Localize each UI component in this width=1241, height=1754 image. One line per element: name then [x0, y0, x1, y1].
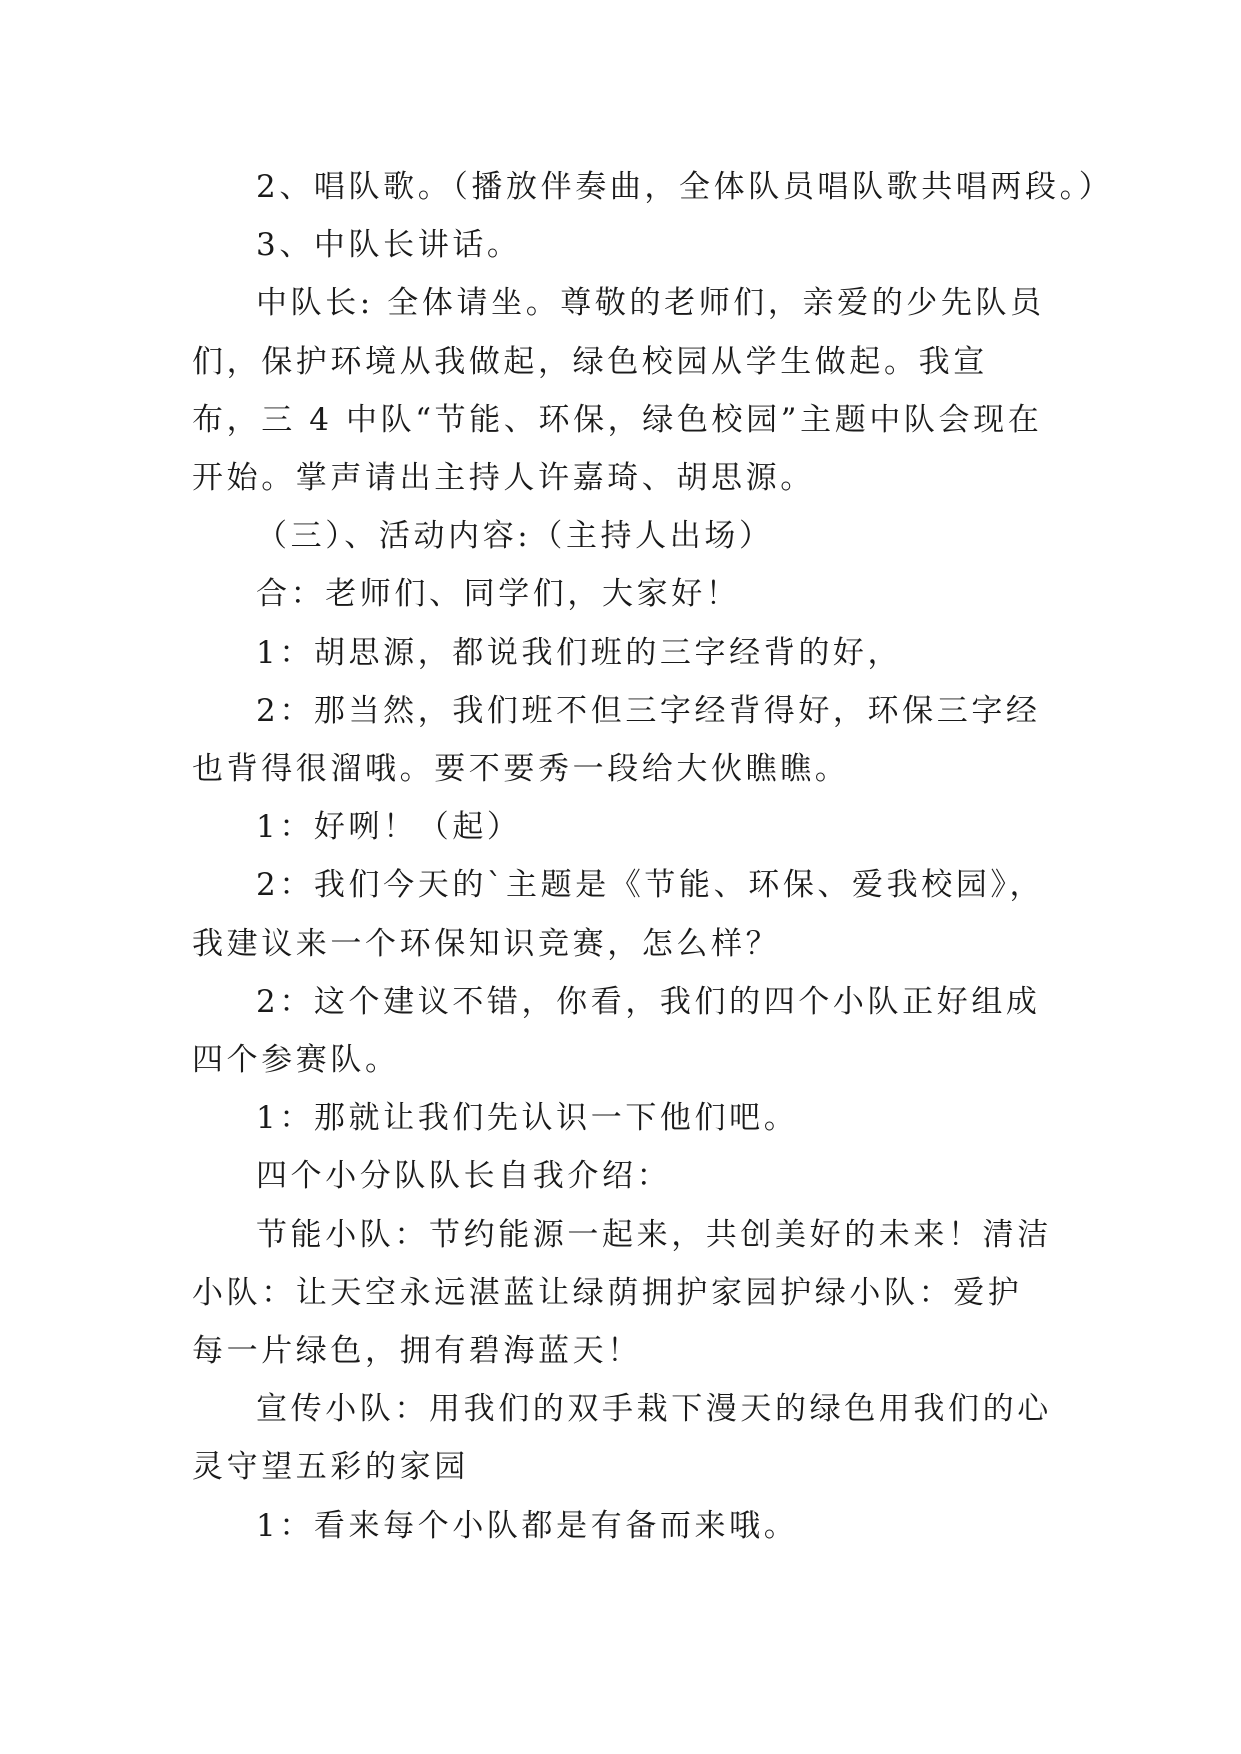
paragraph-line-1b: 1：好咧！（起） — [256, 809, 522, 846]
paragraph-line-1a: 1：胡思源，都说我们班的三字经背的好， — [256, 634, 903, 671]
paragraph-captain-speech-heading: 3、中队长讲话。 — [256, 227, 522, 264]
paragraph-team-intro-heading: 四个小分队队长自我介绍： — [256, 1158, 672, 1195]
paragraph-sing-song: 2、唱队歌。（播放伴奏曲，全体队员唱队歌共唱两段。） — [256, 169, 1114, 205]
paragraph-greeting: 合：老师们、同学们，大家好！ — [256, 576, 741, 613]
paragraph-line-2c: 2：这个建议不错，你看，我们的四个小队正好组成四个参赛队。 — [192, 983, 1041, 1079]
paragraph-line-2b: 2：我们今天的`主题是《节能、环保、爱我校园》，我建议来一个环保知识竞赛，怎么样？ — [192, 867, 1045, 962]
paragraph-captain-speech: 中队长: 全体请坐。尊敬的老师们，亲爱的少先队员们，保护环境从我做起，绿色校园从学生做起。我宣布，三 4 中队“节能、环保，绿色校园”主题中队会现在开始。掌声请出主持人许嘉琦、胡思源。 — [192, 285, 1045, 497]
paragraph-line-2a: 2：那当然，我们班不但三字经背得好，环保三字经也背得很溜哦。要不要秀一段给大伙瞧瞧。 — [192, 692, 1041, 788]
paragraph-line-1d: 1：看来每个小队都是有备而来哦。 — [256, 1507, 799, 1544]
document-body — [192, 158, 1114, 1555]
paragraph-activity-heading: （三）、活动内容:（主持人出场） — [256, 518, 774, 555]
paragraph-line-1c: 1：那就让我们先认识一下他们吧。 — [256, 1100, 799, 1137]
paragraph-team-mottos: 节能小队：节约能源一起来，共创美好的未来！清洁小队：让天空永远湛蓝让绿荫拥护家园护绿小队：爱护每一片绿色，拥有碧海蓝天！ — [192, 1216, 1052, 1370]
paragraph-publicity-team: 宣传小队：用我们的双手栽下漫天的绿色用我们的心灵守望五彩的家园 — [192, 1391, 1052, 1486]
